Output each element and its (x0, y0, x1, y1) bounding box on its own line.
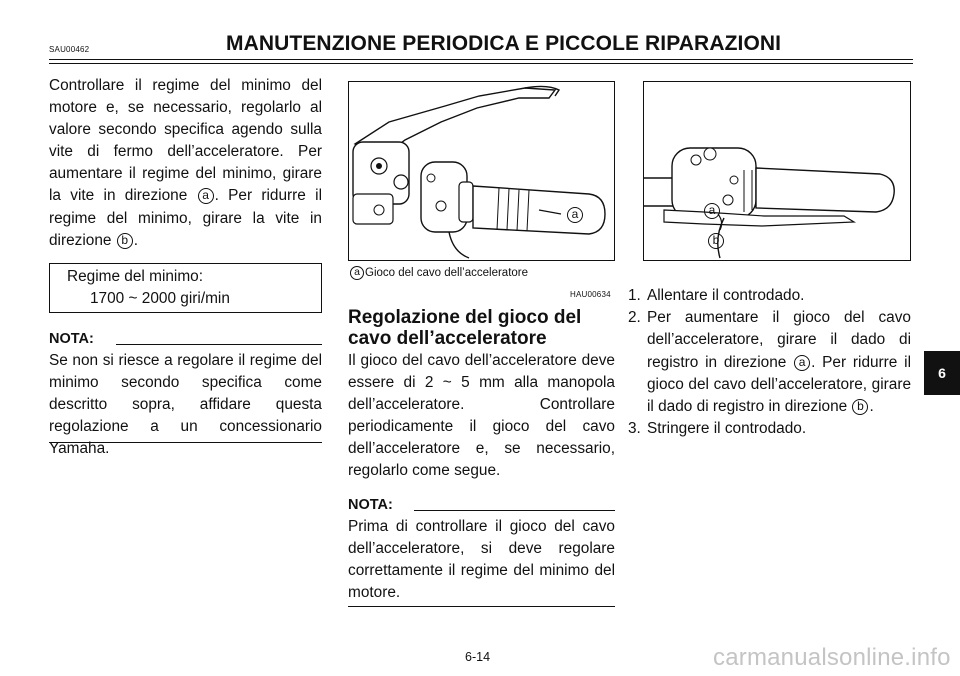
nota-text-left: Se non si riesce a regolare il regime del minimo secondo specifica come descritto sopra, affidare questa regolazione a un concessionario Yamaha. (49, 352, 322, 458)
section-code: SAU00462 (49, 45, 90, 54)
throttle-grip-illustration (349, 82, 613, 259)
marker-a-icon: a (198, 188, 214, 204)
nota-title-middle: NOTA: (348, 497, 393, 513)
figure-label-a-icon: a (704, 203, 720, 219)
nota-text-middle: Prima di controllare il gioco del cavo dell’acceleratore, si deve regolare correttamente il regime del minimo del motore. (348, 518, 615, 602)
section-code-middle: HAU00634 (570, 290, 611, 299)
page-number: 6-14 (465, 650, 491, 664)
watermark: carmanualsonline.info (713, 644, 951, 671)
nota-end-rule-middle (348, 606, 615, 607)
page-title: MANUTENZIONE PERIODICA E PICCOLE RIPARAZIONI (226, 32, 782, 55)
nota-title-left: NOTA: (49, 331, 94, 347)
nota-rule-middle (414, 510, 615, 511)
procedure-list (628, 285, 911, 440)
adjuster-illustration (644, 82, 909, 259)
middle-body-paragraph: Il gioco del cavo dell’acceleratore deve essere di 2 ~ 5 mm alla manopola dell’acceleratore. Controllare periodicamente il gioco del cavo dell’acceleratore e, se necessario, regolarlo come segue. (348, 352, 615, 480)
list-item: 3. Stringere il controdado. (628, 420, 807, 438)
list-item: 2. Per aumentare il gioco del cavo dell’acceleratore, girare il dado di registro in direzione a . Per ridurre il gioco del cavo dell’acceleratore, girare il dado di registro in direzione b . (628, 309, 911, 416)
chapter-tab: 6 (924, 351, 960, 395)
marker-a-icon: a (794, 355, 810, 371)
spec-label: Regime del minimo: (67, 268, 203, 285)
nota-end-rule-left (49, 442, 322, 443)
marker-b-icon: b (117, 233, 133, 249)
left-intro-paragraph: Controllare il regime del minimo del motore e, se necessario, regolarlo al valore secondo specifica agendo sulla vite di fermo dell’acceleratore. Per aumentare il regime del minimo, girare la vite in direzione a . Per ridurre il regime del minimo, girare la vite in direzione b . (49, 77, 322, 249)
idle-speed-spec-box (49, 263, 322, 313)
figure-label-b-icon: b (708, 233, 724, 249)
adjuster-figure (643, 81, 911, 261)
caption-marker-a-icon: a (350, 266, 364, 280)
throttle-grip-figure (348, 81, 615, 261)
header-rule-thin (49, 63, 913, 64)
list-item: 1. Allentare il controdado. (628, 287, 805, 304)
section-heading: Regolazione del gioco del cavo dell’acceleratore (348, 307, 582, 349)
marker-b-icon: b (852, 399, 868, 415)
spec-value: 1700 ~ 2000 giri/min (90, 290, 230, 307)
nota-rule-left (116, 344, 322, 345)
figure-caption: a Gioco del cavo dell’acceleratore (349, 266, 528, 280)
header-rule (49, 59, 913, 60)
figure-label-a-icon: a (567, 207, 583, 223)
